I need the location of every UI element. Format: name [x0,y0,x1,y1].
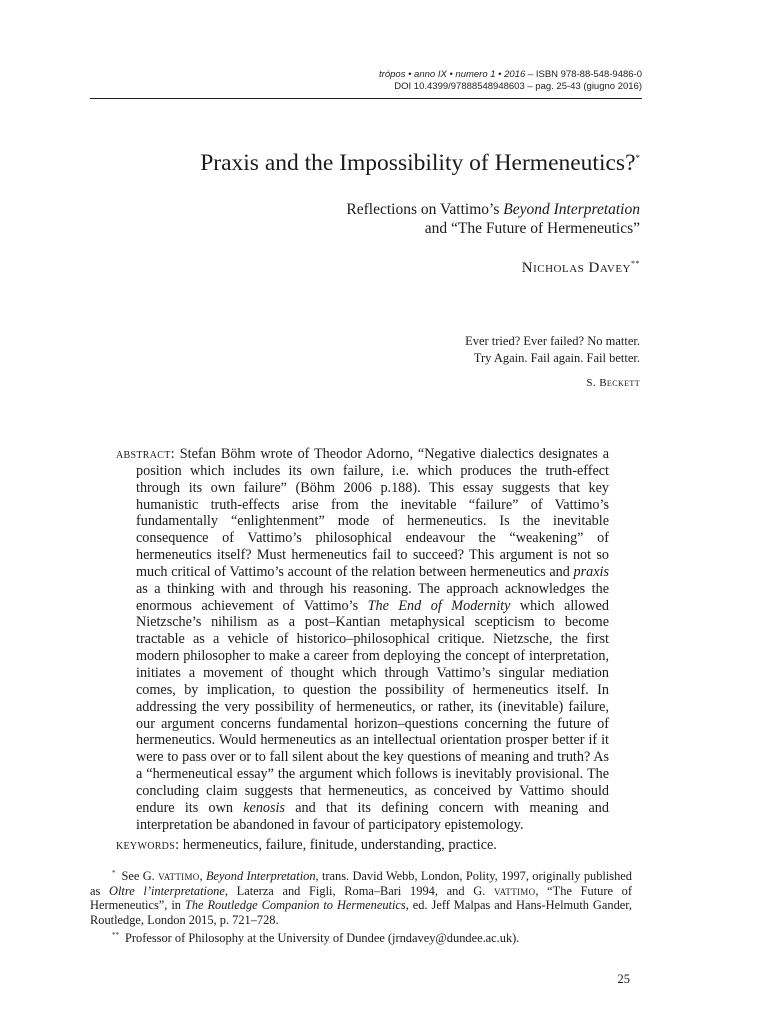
article-subtitle [346,200,640,238]
keywords-text: hermeneutics, failure, finitude, understanding, practice. [179,837,497,853]
journal-name: trópos • anno IX • numero 1 • 2016 [379,69,526,80]
epigraph-line-1: Ever tried? Ever failed? No matter. [465,334,640,348]
footnote-2 [90,928,632,946]
footnotes [90,866,632,945]
author-name [522,259,640,277]
page-number: 25 [617,972,630,986]
abstract-italic-kenosis: kenosis [243,799,285,816]
abstract-text-3: which allowed Nietzsche’s nihilism as a post–Kantian metaphysical scepticism to become tractable as a vehicle of historico–philosophical critique. Nietzsche, the first modern philosopher to make a career from deploying the concept of interpretation, initiates a movement of thought which through Vattimo’s singular mediation comes, by implication, to question the possibility of hermeneutics itself. In addressing the very possibility of hermeneutics, or rather, its (inevitable) failure, our argument concerns fundamental horizon–questions concerning the future of hermeneutics. Would hermeneutics as an intellectual orientation prosper better if it were to pass over or to fall silent about the key questions of meaning and truth? As a “hermeneutical essay” the argument which follows is inevitably provisional. The concluding claim suggests that hermeneutics, as conceived by Vattimo should endure its own [136,597,609,816]
author-text: Nicholas Davey [521,260,631,276]
journal-line [379,69,642,81]
keywords-label: keywords: [116,837,180,853]
fn1-italic-1: Beyond Interpretation [205,869,316,884]
fn1-text-e: , “The Future of Hermeneutics”, in [90,883,632,913]
abstract-paragraph [116,446,609,833]
footnote-1-mark: * [112,869,116,877]
subtitle-line-1 [346,200,640,219]
title-text: Praxis and the Impossibility of Hermeneutics? [200,150,636,176]
abstract-label: abstract: [116,446,175,462]
fn1-italic-2: Oltre l’interpretatione [109,883,225,898]
epigraph-line-2: Try Again. Fail again. Fail better. [473,351,640,365]
keywords [116,837,609,854]
fn1-text-d: , Laterza and Figli, Roma–Bari 1994, and G. [224,883,494,898]
article-title [200,150,640,177]
abstract-italic-book: The End of Modernity [367,597,511,614]
fn1-text-a: See G. [121,869,159,884]
abstract [116,446,609,833]
fn1-text-c: , trans. David Webb, London, Polity, 1997, originally published as [90,869,632,898]
subtitle-line-2: and “The Future of Hermeneutics” [424,220,640,237]
epigraph [465,333,640,367]
subtitle-prefix: Reflections on Vattimo’s [346,201,504,218]
doi-line: DOI 10.4399/97888548948603 – pag. 25-43 (giugno 2016) [394,81,642,92]
running-header [379,69,642,93]
fn1-author-2: vattimo [493,883,536,898]
footnote-2-mark: ** [112,930,119,939]
title-footnote-mark: * [635,153,640,164]
subtitle-book-title: Beyond Interpretation [503,201,640,218]
abstract-text-4: and that its defining concern with meaning and interpretation be abandoned in favour of participatory epistemology. [136,799,609,833]
abstract-italic-praxis: praxis [573,563,609,580]
abstract-text-1: Stefan Böhm wrote of Theodor Adorno, “Negative dialectics designates a position which includes its own failure, i.e. which produces the truth-effect through its own failure” (Böhm 2006 p.188). This essay suggests that key humanistic truth-effects arise from the inevitable “failure” of Vattimo’s fundamentally “enlightenment” mode of hermeneutics. Is the inevitable consequence of Vattimo’s philosophical endeavour the “weakening” of hermeneutics itself? Must hermeneutics fail to succeed? This argument is not so much critical of Vattimo’s account of the relation between hermeneutics and [136,446,609,580]
fn1-text-f: , ed. Jeff Malpas and Hans-Helmuth Gander, Routledge, London 2015, p. 721–728. [90,898,632,927]
header-rule [90,98,642,99]
author-footnote-mark: ** [631,259,640,268]
fn1-italic-3: The Routledge Companion to Hermeneutics [184,898,406,913]
abstract-text-2: as a thinking with and through his reasoning. The approach acknowledges the enormous achievement of Vattimo’s [136,580,609,614]
fn1-text-b: , [199,869,206,884]
isbn: – ISBN 978-88-548-9486-0 [525,69,642,80]
fn1-author-1: vattimo [158,869,200,884]
fn2-text: Professor of Philosophy at the University of Dundee (jrndavey@dundee.ac.uk). [125,930,520,945]
epigraph-attribution: S. Beckett [586,377,640,389]
footnote-1 [90,866,632,928]
